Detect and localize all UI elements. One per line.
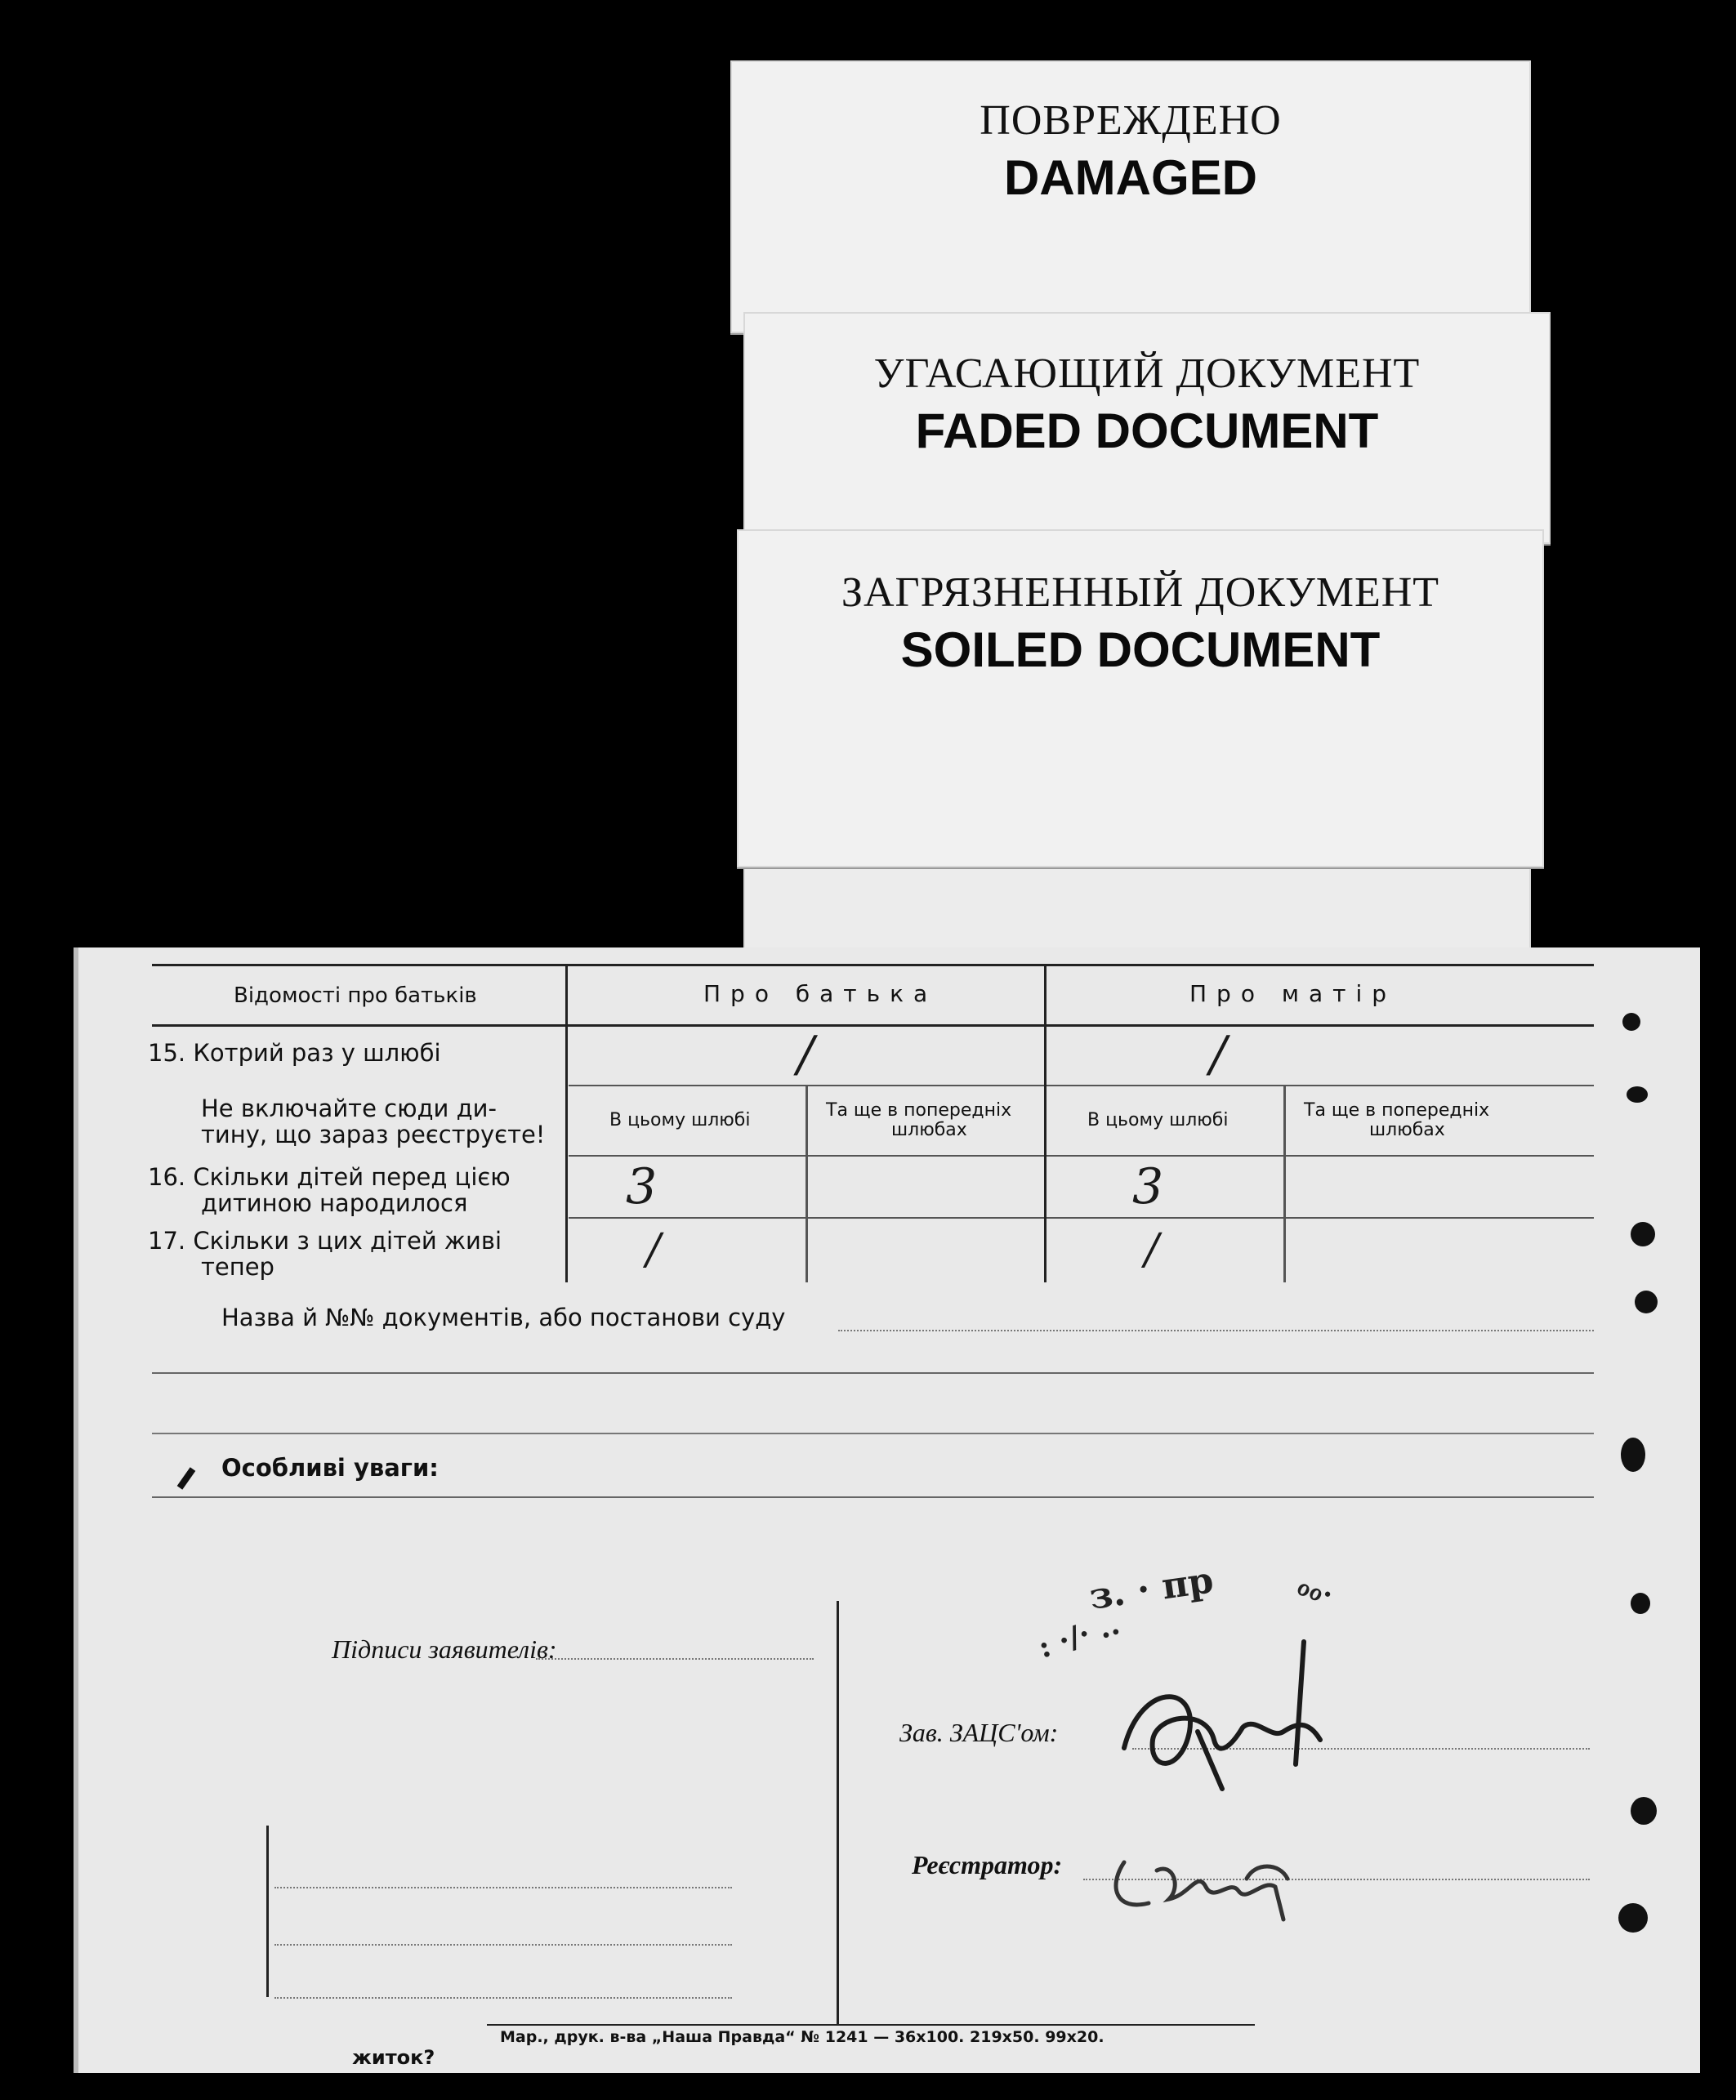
q16-label-1: 16. Скільки дітей перед цією	[148, 1163, 511, 1191]
header-mother: Про матір	[1189, 980, 1397, 1007]
q17-label-1: 17. Скільки з цих дітей живі	[148, 1227, 502, 1255]
damaged-ru-text: ПОВРЕЖДЕНО	[980, 97, 1282, 144]
registrar-signature	[1091, 1813, 1386, 1928]
q17-mother-answer: /	[1145, 1225, 1159, 1274]
soiled-label-card	[737, 529, 1544, 867]
q16-label-2: дитиною народилося	[201, 1189, 468, 1217]
damage-spot-2	[1627, 1086, 1648, 1103]
table-top-line	[152, 964, 1594, 966]
pencil-mark	[177, 1467, 196, 1490]
soiled-ru-text: ЗАГРЯЗНЕННЫЙ ДОКУМЕНТ	[841, 569, 1440, 616]
note-line-1: Не включайте сюди ди-	[201, 1095, 497, 1122]
mother-previous-1: Та ще в попередніх	[1304, 1100, 1490, 1121]
father-previous-1: Та ще в попередніх	[826, 1100, 1012, 1121]
header-parents-info: Відомості про батьків	[234, 983, 477, 1008]
q16-father-answer: 3	[626, 1158, 658, 1215]
mother-previous-2: шлюбах	[1369, 1120, 1445, 1140]
special-notes-label: Особливі уваги:	[221, 1454, 439, 1482]
svg-text:з. · пр: з. · пр	[1087, 1559, 1216, 1618]
q15-label: 15. Котрий раз у шлюбі	[148, 1039, 441, 1067]
col-divider-mother-sub	[1283, 1085, 1286, 1282]
col-divider-2	[1044, 964, 1047, 1282]
q15-father-answer: /	[797, 1026, 814, 1083]
col-divider-father-sub	[806, 1085, 808, 1282]
faded-en-text: FADED DOCUMENT	[915, 404, 1379, 458]
svg-text:: ·/· ..: : ·/· ..	[1033, 1607, 1124, 1665]
subheader-line	[569, 1155, 1594, 1157]
col-divider-1	[565, 964, 568, 1282]
svg-text:ℴℴ·: ℴℴ·	[1292, 1568, 1338, 1612]
mother-this-marriage: В цьому шлюбі	[1087, 1110, 1229, 1130]
punch-hole	[1618, 1903, 1648, 1933]
stamp-and-signature	[1010, 1544, 1435, 1805]
applicant-signature-line-1	[536, 1658, 814, 1660]
signature-divider	[837, 1601, 839, 2026]
damage-spot-1	[1622, 1013, 1640, 1031]
bottom-fragment: житок?	[352, 2046, 435, 2069]
registrar-label: Реєстратор:	[912, 1850, 1063, 1879]
applicant-bracket	[266, 1826, 269, 1997]
row16-line	[569, 1217, 1594, 1219]
q17-label-2: тепер	[201, 1253, 274, 1281]
damaged-en-text: DAMAGED	[1004, 150, 1257, 205]
applicant-signatures-label: Підписи заявителів:	[332, 1634, 557, 1664]
damage-spot-3	[1631, 1222, 1655, 1246]
table-header-line	[152, 1024, 1594, 1027]
damage-spot-6	[1631, 1593, 1650, 1614]
header-father: Про батька	[703, 980, 938, 1007]
row15-line	[569, 1085, 1594, 1086]
father-this-marriage: В цьому шлюбі	[609, 1110, 751, 1130]
card-bottom-strip	[743, 858, 1531, 959]
documents-line-3	[152, 1433, 1594, 1434]
documents-dotted-1	[838, 1330, 1594, 1331]
soiled-en-text: SOILED DOCUMENT	[900, 622, 1381, 677]
applicant-signature-line-2	[274, 1887, 732, 1888]
documents-line-2	[152, 1372, 1594, 1374]
q17-father-answer: /	[646, 1225, 661, 1274]
damage-spot-7	[1631, 1797, 1657, 1825]
note-line-2: тину, що зараз реєструєте!	[201, 1121, 546, 1148]
faded-ru-text: УГАСАЮЩИЙ ДОКУМЕНТ	[873, 350, 1421, 397]
damaged-label-card	[730, 60, 1531, 333]
registration-form	[74, 947, 1700, 2073]
applicant-signature-line-4	[274, 1997, 732, 1999]
q15-mother-answer: /	[1210, 1026, 1227, 1083]
zags-head-label: Зав. ЗАЦС'ом:	[899, 1718, 1059, 1747]
printer-line: Мар., друк. в-ва „Наша Правда“ № 1241 — 36х100. 219х50. 99х20.	[500, 2028, 1105, 2046]
father-previous-2: шлюбах	[891, 1120, 967, 1140]
printer-line-rule	[487, 2024, 1255, 2026]
q16-mother-answer: 3	[1132, 1158, 1164, 1215]
documents-label: Назва й №№ документів, або постанови суду	[221, 1304, 786, 1331]
damage-spot-4	[1635, 1291, 1658, 1313]
special-notes-line	[152, 1496, 1594, 1498]
damage-spot-5	[1621, 1438, 1645, 1472]
faded-label-card	[743, 312, 1551, 544]
applicant-signature-line-3	[274, 1944, 732, 1946]
